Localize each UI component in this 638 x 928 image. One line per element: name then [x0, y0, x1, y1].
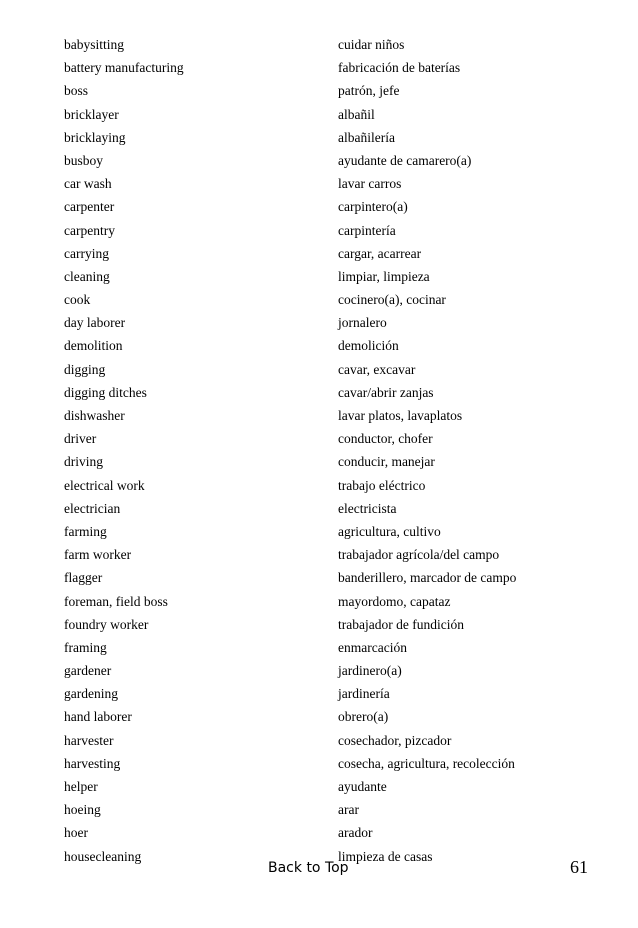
glossary-row [64, 242, 584, 265]
glossary-row [64, 195, 584, 218]
glossary-row [64, 334, 584, 357]
glossary-row [64, 103, 584, 126]
english-term: harvesting [64, 755, 121, 771]
spanish-term: cargar, acarrear [338, 245, 422, 261]
glossary-row [64, 752, 584, 775]
glossary-row [64, 358, 584, 381]
english-term: electrician [64, 500, 121, 516]
page-number: 61 [570, 857, 588, 877]
english-term: driver [64, 431, 97, 447]
english-term: digging [64, 361, 106, 377]
glossary-row [64, 265, 584, 288]
glossary-row [64, 682, 584, 705]
spanish-term: conducir, manejar [338, 454, 435, 470]
english-term: flagger [64, 570, 103, 586]
spanish-term: carpintero(a) [338, 199, 408, 215]
spanish-term: cavar, excavar [338, 361, 416, 377]
glossary-row [64, 590, 584, 613]
spanish-term: arar [338, 802, 359, 818]
spanish-term: limpiar, limpieza [338, 268, 430, 284]
spanish-term: mayordomo, capataz [338, 593, 451, 609]
spanish-term: jardinero(a) [338, 663, 402, 679]
glossary-row [64, 520, 584, 543]
english-term: farming [64, 523, 107, 539]
spanish-term: trabajo eléctrico [338, 477, 426, 493]
spanish-term: jornalero [338, 315, 387, 331]
glossary-row [64, 56, 584, 79]
glossary-row [64, 288, 584, 311]
spanish-term: limpieza de casas [338, 848, 433, 864]
english-term: framing [64, 639, 107, 655]
english-term: foreman, field boss [64, 593, 168, 609]
glossary-row [64, 798, 584, 821]
english-term: carpentry [64, 222, 115, 238]
glossary-row [64, 149, 584, 172]
glossary-row [64, 311, 584, 334]
spanish-term: arador [338, 825, 373, 841]
english-term: battery manufacturing [64, 60, 184, 76]
spanish-term: electricista [338, 500, 397, 516]
english-term: farm worker [64, 547, 132, 563]
spanish-term: cuidar niños [338, 37, 405, 52]
spanish-term: lavar carros [338, 176, 402, 192]
english-term: digging ditches [64, 384, 147, 400]
spanish-term: conductor, chofer [338, 431, 433, 447]
spanish-term: cosecha, agricultura, recolección [338, 755, 515, 771]
glossary-row [64, 543, 584, 566]
english-term: bricklaying [64, 129, 126, 145]
english-term: hoer [64, 825, 88, 841]
glossary-row [64, 33, 584, 56]
english-term: housecleaning [64, 848, 142, 864]
spanish-term: ayudante de camarero(a) [338, 152, 472, 168]
glossary-row [64, 729, 584, 752]
spanish-term: banderillero, marcador de campo [338, 570, 517, 586]
spanish-term: agricultura, cultivo [338, 523, 441, 539]
glossary-row [64, 126, 584, 149]
english-term: foundry worker [64, 616, 149, 632]
spanish-term: patrón, jefe [338, 83, 400, 99]
spanish-term: carpintería [338, 222, 396, 238]
english-term: busboy [64, 152, 104, 168]
spanish-term: trabajador de fundición [338, 616, 464, 632]
spanish-term: fabricación de baterías [338, 60, 461, 76]
english-term: gardening [64, 686, 118, 702]
glossary-row [64, 821, 584, 844]
spanish-term: lavar platos, lavaplatos [338, 408, 463, 423]
glossary-row [64, 636, 584, 659]
spanish-term: albañilería [338, 129, 395, 145]
spanish-term: ayudante [338, 779, 387, 794]
glossary-row [64, 172, 584, 195]
glossary-row [64, 381, 584, 404]
english-term: hoeing [64, 802, 101, 818]
english-term: electrical work [64, 477, 145, 493]
english-term: helper [64, 779, 98, 794]
glossary-row [64, 427, 584, 450]
glossary-row [64, 566, 584, 589]
glossary-row [64, 450, 584, 473]
english-term: carpenter [64, 199, 115, 215]
glossary-row [64, 219, 584, 242]
english-term: demolition [64, 338, 123, 354]
back-to-top-link[interactable]: Back to Top [268, 860, 349, 876]
english-term: gardener [64, 663, 112, 679]
spanish-term: demolición [338, 338, 399, 354]
english-term: driving [64, 454, 103, 470]
english-term: day laborer [64, 315, 126, 331]
english-term: car wash [64, 176, 112, 192]
glossary-table [64, 33, 584, 868]
glossary-row [64, 775, 584, 798]
english-term: boss [64, 83, 89, 99]
english-term: bricklayer [64, 106, 119, 122]
english-term: hand laborer [64, 709, 132, 725]
glossary-row [64, 659, 584, 682]
glossary-row [64, 404, 584, 427]
spanish-term: cosechador, pizcador [338, 732, 452, 748]
english-term: carrying [64, 245, 109, 261]
glossary-row [64, 705, 584, 728]
spanish-term: cocinero(a), cocinar [338, 292, 446, 308]
spanish-term: obrero(a) [338, 709, 389, 725]
glossary-row [64, 474, 584, 497]
english-term: cook [64, 292, 91, 308]
spanish-term: trabajador agrícola/del campo [338, 547, 500, 563]
glossary-row [64, 497, 584, 520]
english-term: harvester [64, 732, 114, 748]
glossary-row [64, 79, 584, 102]
english-term: babysitting [64, 37, 124, 52]
english-term: cleaning [64, 268, 110, 284]
english-term: dishwasher [64, 408, 125, 423]
spanish-term: enmarcación [338, 639, 407, 655]
spanish-term: jardinería [338, 686, 390, 702]
spanish-term: albañil [338, 106, 375, 122]
spanish-term: cavar/abrir zanjas [338, 384, 434, 400]
glossary-row [64, 613, 584, 636]
